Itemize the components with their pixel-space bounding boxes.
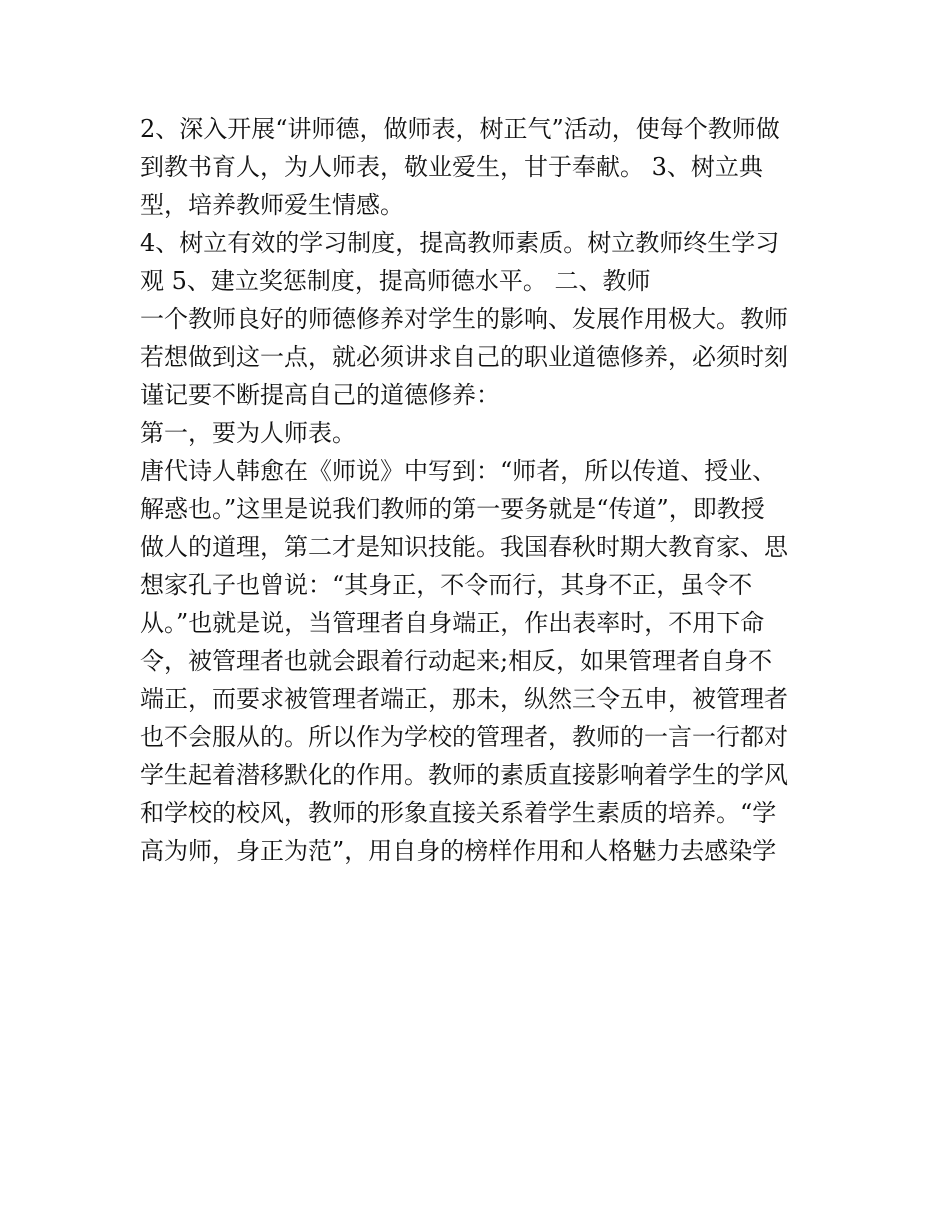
text-line: 端正，而要求被管理者端正，那未，纵然三令五申，被管理者	[140, 685, 788, 713]
text-line: 学生起着潜移默化的作用。教师的素质直接影响着学生的学风	[140, 761, 788, 789]
text-line: 第一，要为人师表。	[140, 419, 356, 447]
text-line: 谨记要不断提高自己的道德修养：	[140, 381, 500, 409]
text-line: 想家孔子也曾说：“其身正，不令而行，其身不正，虽令不	[140, 571, 753, 599]
text-line: 唐代诗人韩愈在《师说》中写到：“师者，所以传道、授业、	[140, 457, 777, 485]
text-line: 若想做到这一点，就必须讲求自己的职业道德修养，必须时刻	[140, 343, 788, 371]
text-line: 从。”也就是说，当管理者自身端正，作出表率时，不用下命	[140, 609, 765, 637]
text-line: 令，被管理者也就会跟着行动起来;相反，如果管理者自身不	[140, 647, 773, 675]
document-body	[140, 110, 820, 870]
text-line: 4、树立有效的学习制度，提高教师素质。树立教师终生学习	[140, 229, 780, 257]
text-line: 一个教师良好的师德修养对学生的影响、发展作用极大。教师	[140, 305, 788, 333]
text-line: 2、深入开展“讲师德，做师表，树正气”活动，使每个教师做	[140, 115, 780, 143]
text-line: 观 5、建立奖惩制度，提高师德水平。 二、教师	[140, 267, 651, 295]
text-line: 解惑也。”这里是说我们教师的第一要务就是“传道”，即教授	[140, 495, 765, 523]
text-line: 型，培养教师爱生情感。	[140, 191, 404, 219]
text-line: 和学校的校风，教师的形象直接关系着学生素质的培养。“学	[140, 799, 777, 827]
text-line: 做人的道理，第二才是知识技能。我国春秋时期大教育家、思	[140, 533, 788, 561]
text-line: 到教书育人，为人师表，敬业爱生，甘于奉献。 3、树立典	[140, 153, 763, 181]
text-line: 高为师，身正为范”，用自身的榜样作用和人格魅力去感染学	[140, 837, 777, 865]
text-line: 也不会服从的。所以作为学校的管理者，教师的一言一行都对	[140, 723, 788, 751]
